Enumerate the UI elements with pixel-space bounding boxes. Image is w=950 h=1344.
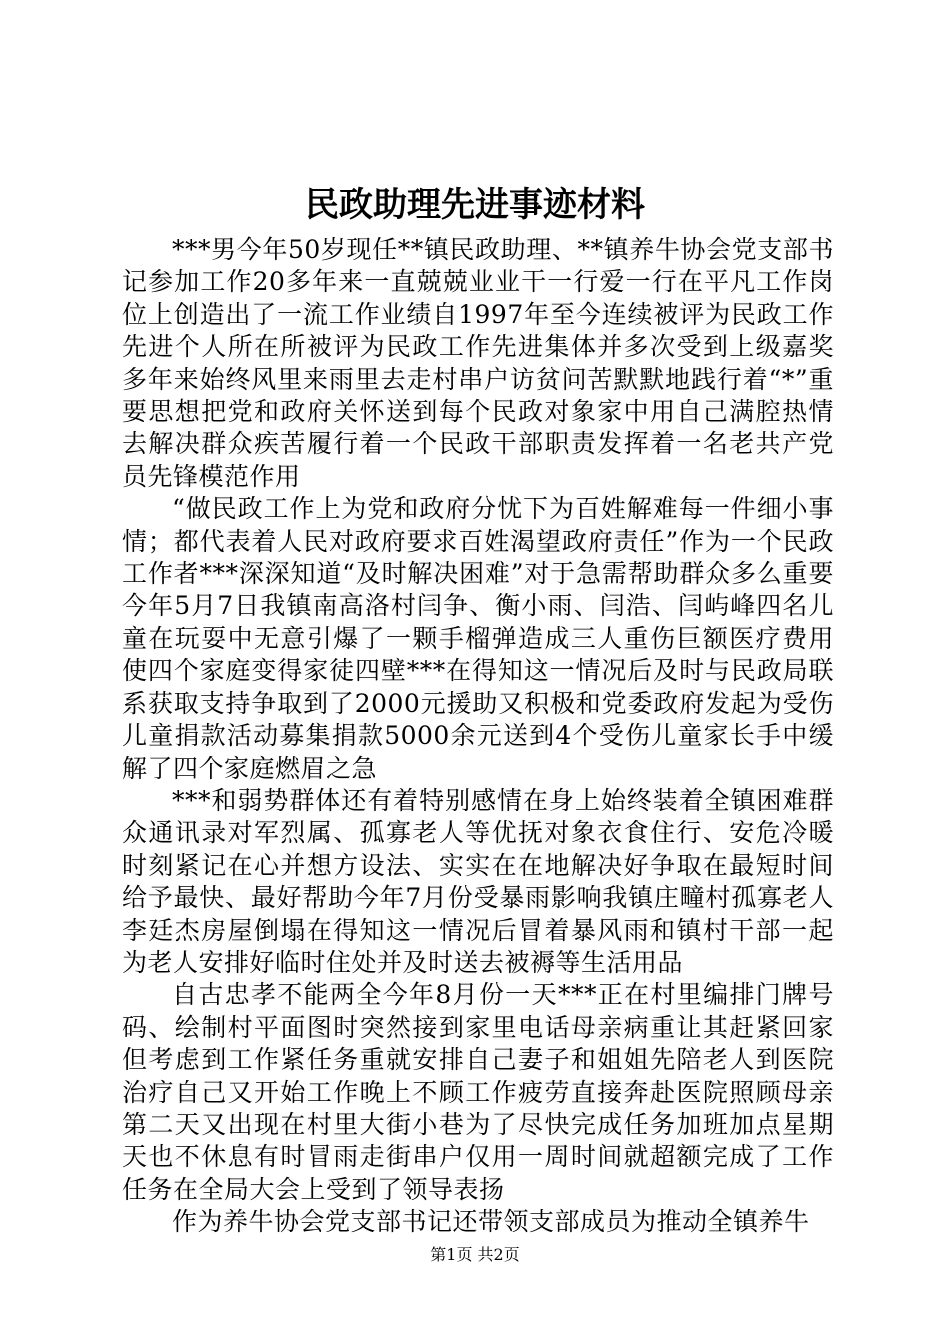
paragraph-4: 自古忠孝不能两全今年8月份一天***正在村里编排门牌号码、绘制村平面图时突然接到家里电话母亲病重让其赶紧回家但考虑到工作紧任务重就安排自己妻子和姐姐先陪老人到医院治疗自己又开始工作晚上不顾工作疲劳直接奔赴医院照顾母亲第二天又出现在村里大街小巷为了尽快完成任务加班加点星期天也不休息有时冒雨走街串户仅用一周时间就超额完成了工作任务在全局大会上受到了领导表扬 [122,980,834,1204]
document-body [122,234,834,1239]
document-title: 民政助理先进事迹材料 [305,185,645,225]
paragraph-2: “做民政工作上为党和政府分忧下为百姓解难每一件细小事情；都代表着人民对政府要求百姓渴望政府责任”作为一个民政工作者***深深知道“及时解决困难”对于急需帮助群众多么重要今年5月7日我镇南高洛村闫争、衡小雨、闫浩、闫屿峰四名儿童在玩耍中无意引爆了一颗手榴弹造成三人重伤巨额医疗费用使四个家庭变得家徒四壁***在得知这一情况后及时与民政局联系获取支持争取到了2000元援助又积极和党委政府发起为受伤儿童捐款活动募集捐款5000余元送到4个受伤儿童家长手中缓解了四个家庭燃眉之急 [122,494,834,783]
paragraph-3: ***和弱势群体还有着特别感情在身上始终装着全镇困难群众通讯录对军烈属、孤寡老人等优抚对象衣食住行、安危冷暖时刻紧记在心并想方设法、实实在在地解决好争取在最短时间给予最快、最好帮助今年7月份受暴雨影响我镇庄疃村孤寡老人李廷杰房屋倒塌在得知这一情况后冒着暴风雨和镇村干部一起为老人安排好临时住处并及时送去被褥等生活用品 [122,785,834,977]
page-footer: 第1页 共2页 [430,1245,520,1264]
paragraph-1: ***男今年50岁现任**镇民政助理、**镇养牛协会党支部书记参加工作20多年来一直兢兢业业干一行爱一行在平凡工作岗位上创造出了一流工作业绩自1997年至今连续被评为民政工作先进个人所在所被评为民政工作先进集体并多次受到上级嘉奖多年来始终风里来雨里去走村串户访贫问苦默默地践行着“*”重要思想把党和政府关怀送到每个民政对象家中用自己满腔热情去解决群众疾苦履行着一个民政干部职责发挥着一名老共产党员先锋模范作用 [122,235,834,491]
paragraph-5: 作为养牛协会党支部书记还带领支部成员为推动全镇养牛 [172,1207,810,1237]
